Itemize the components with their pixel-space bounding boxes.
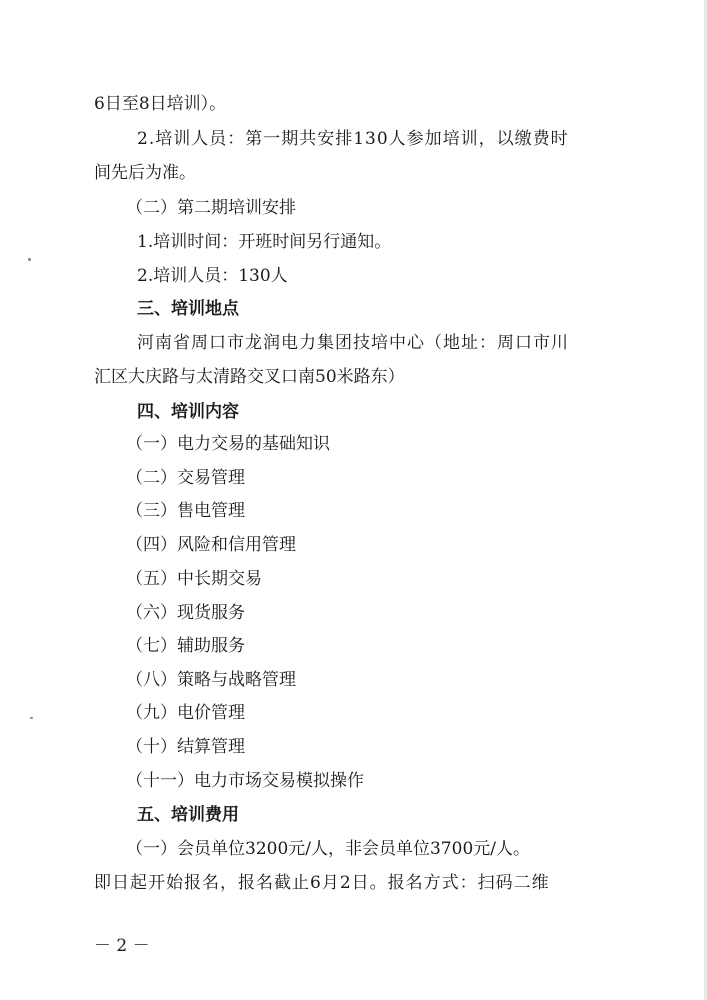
list-item: （七）辅助服务 <box>126 636 245 656</box>
text-line: （一）会员单位3200元/人，非会员单位3700元/人。 <box>126 839 530 859</box>
scan-speck <box>28 258 31 261</box>
text-line: 即日起开始报名，报名截止6月2日。报名方式：扫码二维 <box>94 873 550 893</box>
text-line: 2.培训人员：130人 <box>137 266 288 286</box>
text-line: 1.培训时间：开班时间另行通知。 <box>137 232 392 252</box>
list-item: （八）策略与战略管理 <box>126 670 296 690</box>
section-heading: 五、培训费用 <box>137 805 239 825</box>
list-item: （三）售电管理 <box>126 501 245 521</box>
text-line: 汇区大庆路与太清路交叉口南50米路东） <box>94 367 405 387</box>
scan-speck <box>30 717 33 719</box>
list-item: （九）电价管理 <box>126 703 245 723</box>
text-line: 6日至8日培训）。 <box>94 94 227 114</box>
list-item: （五）中长期交易 <box>126 569 262 589</box>
section-subheading: （二）第二期培训安排 <box>126 198 296 218</box>
section-heading: 三、培训地点 <box>137 299 239 319</box>
page-number: － 2 － <box>94 936 150 956</box>
list-item: （四）风险和信用管理 <box>126 535 296 555</box>
text-line: 河南省周口市龙润电力集团技培中心（地址：周口市川 <box>137 333 569 353</box>
list-item: （十）结算管理 <box>126 737 245 757</box>
list-item: （二）交易管理 <box>126 468 245 488</box>
text-line: 间先后为准。 <box>94 163 196 183</box>
text-line: 2.培训人员：第一期共安排130人参加培训，以缴费时 <box>137 129 569 149</box>
list-item: （六）现货服务 <box>126 603 245 623</box>
list-item: （十一）电力市场交易模拟操作 <box>126 771 364 791</box>
list-item: （一）电力交易的基础知识 <box>126 434 330 454</box>
section-heading: 四、培训内容 <box>137 402 239 422</box>
